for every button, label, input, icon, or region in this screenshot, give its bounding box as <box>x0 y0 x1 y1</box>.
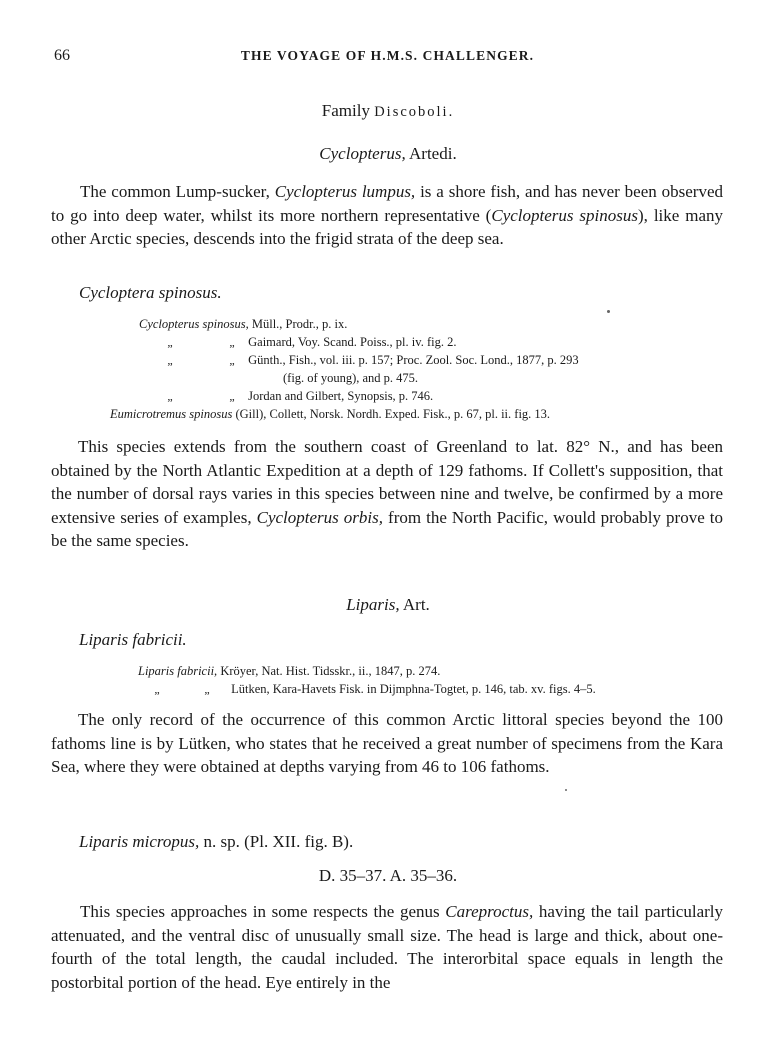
synonymy-continuation: (fig. of young), and p. 475. <box>283 371 419 385</box>
family-prefix: Family <box>321 101 370 120</box>
liparis-micropus-description-paragraph <box>51 900 723 994</box>
synonym-reference: Gaimard, Voy. Scand. Poiss., pl. iv. fig. 2. <box>248 335 457 349</box>
synonymy-entry <box>163 353 579 368</box>
print-speck <box>607 310 610 313</box>
ditto-mark: „ <box>229 335 235 349</box>
synonymy-entry <box>163 389 433 404</box>
page-number: 66 <box>54 47 70 64</box>
running-title: THE VOYAGE OF H.M.S. CHALLENGER. <box>240 48 535 63</box>
synonym-reference: Kröyer, Nat. Hist. Tidsskr., ii., 1847, p. 274. <box>220 664 441 678</box>
genus-heading-liparis <box>0 595 776 615</box>
species-name: Cyclopterus spinosus <box>491 205 638 225</box>
text-run: is a shore fish, and has never been observed to go into deep water, whilst its more northern representative ( <box>51 182 723 225</box>
synonymy-entry <box>110 407 550 422</box>
genus-name: Careproctus, <box>445 902 534 921</box>
print-speck <box>565 789 567 791</box>
cyclopterus-intro-paragraph <box>51 180 723 251</box>
ditto-mark: „ <box>167 353 173 367</box>
synonymy-entry <box>139 317 347 332</box>
synonym-reference: Lütken, Kara-Havets Fisk. in Dijmphna-Togtet, p. 146, tab. xv. figs. 4–5. <box>231 682 596 696</box>
cyclopterus-description-paragraph <box>51 435 723 553</box>
synonymy-entry <box>163 335 456 350</box>
species-heading-liparis-micropus <box>79 832 353 852</box>
synonym-reference: Jordan and Gilbert, Synopsis, p. 746. <box>248 389 434 403</box>
ditto-mark: „ <box>154 682 160 696</box>
text-run: This species extends from the southern coast of Greenland to lat. 82° N., and has been obtained by the North Atlantic Expedition at a depth of 129 fathoms. If Collett's supposition, that the number of dorsal rays varies in this species between nine and twelve, be confirmed by a more extensive series of examples, <box>51 437 723 527</box>
text-run: ), like many other Arctic species, descends into the frigid strata of the deep sea. <box>51 205 723 248</box>
synonymy-entry <box>138 664 440 679</box>
synonym-name: Liparis fabricii, <box>138 664 218 678</box>
text-run: This species approaches in some respects the genus <box>80 902 446 921</box>
genus-heading-cyclopterus <box>0 144 776 164</box>
synonym-name: Eumicrotremus spinosus <box>110 407 233 421</box>
genus-authority: Artedi. <box>409 144 457 163</box>
species-name: Cyclopterus orbis, <box>256 507 384 527</box>
text-run: from the North Pacific, would probably prove to be the same species. <box>51 507 724 550</box>
family-name: Discoboli. <box>374 104 455 120</box>
ditto-mark: „ <box>229 353 235 367</box>
text-run: having the tail particularly attenuated, and the ventral disc of unusually small size. The head is large and thick, about one-fourth of the total length, the caudal included. The interorbital space equals in length the postorbital portion of the head. Eye entirely in the <box>51 902 723 992</box>
liparis-fabricii-description-paragraph: The only record of the occurrence of this common Arctic littoral species beyond the 100 fathoms line is by Lütken, who states that he received a great number of specimens from the Kara Sea, where they were obtained at depths varying from 46 to 106 fathoms. <box>51 710 723 776</box>
species-heading-rest: n. sp. (Pl. XII. fig. B). <box>203 832 354 851</box>
synonym-reference: (Gill), Collett, Norsk. Nordh. Exped. Fisk., p. 67, pl. ii. fig. 13. <box>235 407 551 421</box>
ditto-mark: „ <box>167 389 173 403</box>
ditto-mark: „ <box>229 389 235 403</box>
synonym-reference: Günth., Fish., vol. iii. p. 157; Proc. Zool. Soc. Lond., 1877, p. 293 <box>248 353 579 367</box>
species-heading-liparis-fabricii: Liparis fabricii. <box>79 630 187 649</box>
synonym-name: Cyclopterus spinosus, <box>139 317 249 331</box>
synonymy-entry <box>150 682 596 697</box>
species-name: Liparis micropus, <box>79 832 200 851</box>
running-header <box>54 47 721 69</box>
synonym-reference: Müll., Prodr., p. ix. <box>251 317 348 331</box>
ditto-mark: „ <box>204 682 210 696</box>
species-heading-cycloptera-spinosus: Cycloptera spinosus. <box>79 283 222 302</box>
genus-name: Cyclopterus, <box>319 144 406 163</box>
genus-name: Liparis, <box>346 595 400 614</box>
fin-formula: D. 35–37. A. 35–36. <box>318 866 458 885</box>
species-name: Cyclopterus lumpus, <box>274 182 416 201</box>
family-heading <box>0 101 776 121</box>
genus-authority: Art. <box>402 595 430 614</box>
text-run: The common Lump-sucker, <box>80 182 275 201</box>
ditto-mark: „ <box>167 335 173 349</box>
